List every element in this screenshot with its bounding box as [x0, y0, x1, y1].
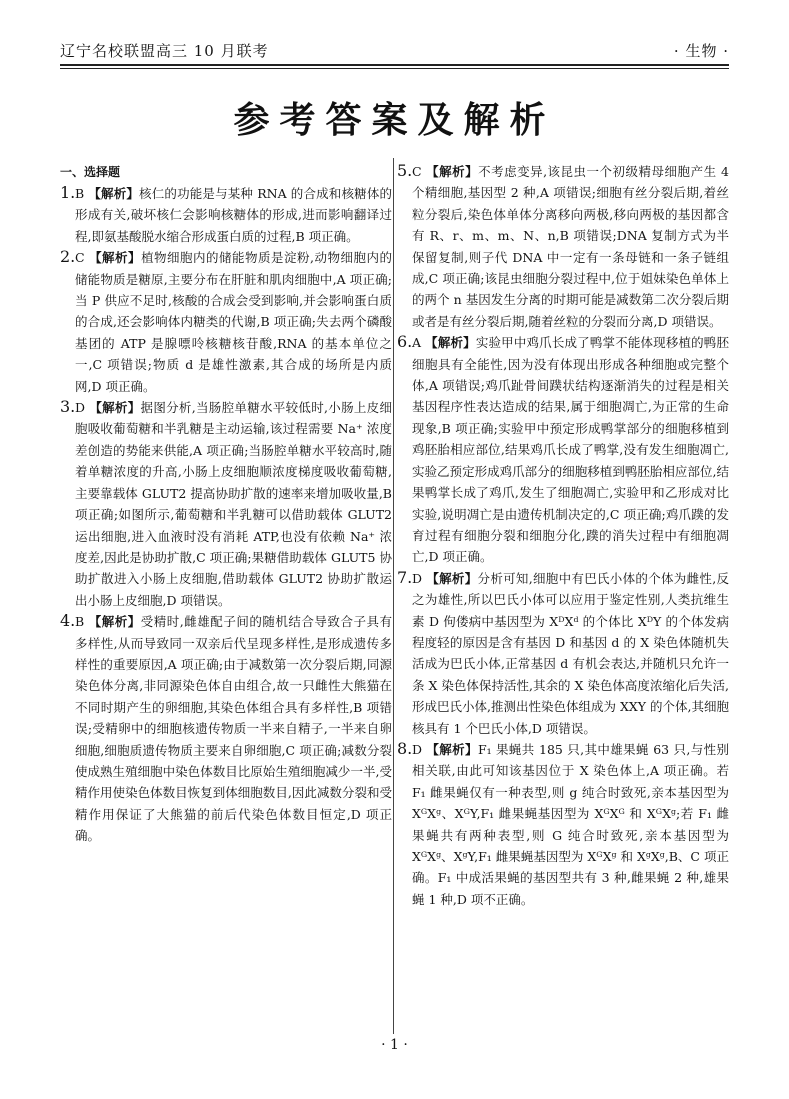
- analysis-tag: 【解析】: [426, 164, 479, 179]
- analysis-text: F₁ 果蝇共 185 只,其中雄果蝇 63 只,与性别相关联,由此可知该基因位于 X 染色体上,A 项正确。若 F₁ 雌果蝇仅有一种表型,则 g 纯合时致死,亲本基因型为 XᴳXᵍ、XᴳY,F₁ 雌果蝇基因型为 XᴳXᴳ 和 XᴳXᵍ;若 F₁ 雌果蝇共有两种表型,则 G 纯合时致死,亲本基因型为 XᴳXᵍ、XᵍY,F₁ 雌果蝇基因型为 XᴳXᵍ 和 XᵍXᵍ,B、C 项正确。F₁ 中成活果蝇的基因型共有 3 种,雌果蝇 2 种,雄果蝇 1 种,D 项不正确。: [412, 741, 729, 907]
- page-number: · 1 ·: [381, 1037, 408, 1053]
- answer-letter: A: [412, 335, 422, 351]
- answer-letter: D: [412, 741, 423, 757]
- analysis-text: 受精时,雌雄配子间的随机结合导致合子具有多样性,从而导致同一双亲后代呈现多样性,是形成遗传多样性的重要原因,A 项正确;由于减数第一次分裂后期,同源染色体分离,非同源染色体自由组合,故一只雌性大熊猫在不同时期产生的卵细胞,其染色体组合具有多样性,B 项错误;受精卵中的细胞核遗传物质一半来自精子,一半来自卵细胞,细胞质遗传物质主要来自卵细胞,C 项正确;减数分裂使成熟生殖细胞中染色体数目比原始生殖细胞减少一半,受精作用使染色体数目恢复到体细胞数目,因此减数分裂和受精作用保证了大熊猫的前后代染色体数目恒定,D 项正确。: [75, 614, 392, 844]
- analysis-tag: 【解析】: [88, 614, 141, 630]
- left-column: [60, 161, 392, 847]
- item-number: 5.: [397, 161, 413, 180]
- item-number: 3.: [60, 397, 76, 417]
- answer-letter: C: [75, 250, 85, 266]
- item-number: 6.: [397, 332, 413, 352]
- answer-item-8: [397, 739, 729, 910]
- answer-item-5: [397, 161, 729, 332]
- analysis-text: 植物细胞内的储能物质是淀粉,动物细胞内的储能物质是糖原,主要分布在肝脏和肌肉细胞中,A 项正确;当 P 供应不足时,核酸的合成会受到影响,并会影响蛋白质的合成,还会影响体内糖类的代谢,B 项正确;失去两个磷酸基团的 ATP 是腺嘌呤核糖核苷酸,RNA 的基本单位之一,C 项错误;物质 d 是雄性激素,其合成的场所是内质网,D 项正确。: [75, 250, 392, 394]
- analysis-text: 不考虑变异,该昆虫一个初级精母细胞产生 4 个精细胞,基因型 2 种,A 项错误;细胞有丝分裂后期,着丝粒分裂后,染色体单体分离移向两极,移向两极的基因都含有 R、r、m、m、N、n,B 项错误;DNA 复制方式为半保留复制,则子代 DNA 中一定有一条母链和一条子链组成,C 项正确;该昆虫细胞分裂过程中,位于姐妹染色单体上的两个 n 基因发生分离的时期可能是减数第二次分裂后期或者是有丝分裂后期,随着丝粒的分裂而分离,D 项错误。: [412, 164, 729, 329]
- answer-item-7: [397, 568, 729, 739]
- analysis-tag: 【解析】: [425, 335, 476, 351]
- page-header: [60, 38, 729, 64]
- analysis-text: 分析可知,细胞中有巴氏小体的个体为雌性,反之为雄性,所以巴氏小体可以应用于鉴定性别,人类抗维生素 D 佝偻病中基因型为 XᴰXᵈ 的个体比 XᴰY 的个体发病程度轻的原因是含有基因 D 和基因 d 的 X 染色体随机失活成为巴氏小体,正常基因 d 有机会表达,并随机只允许一条 X 染色体保持活性,其余的 X 染色体高度浓缩化后失活,形成巴氏小体,推测出性染色体组成为 XXY 的个体,其细胞核具有 1 个巴氏小体,D 项错误。: [412, 570, 729, 736]
- analysis-tag: 【解析】: [88, 186, 140, 201]
- item-number: 7.: [397, 567, 413, 587]
- answer-item-6: [397, 332, 729, 567]
- answer-letter: D: [75, 400, 86, 416]
- right-column: [397, 161, 729, 910]
- analysis-tag: 【解析】: [89, 400, 141, 416]
- section-heading: 一、选择题: [60, 165, 121, 179]
- item-number: 1.: [60, 183, 76, 202]
- answer-letter: B: [75, 186, 85, 201]
- answer-letter: D: [412, 570, 423, 586]
- answer-item-3: [60, 397, 392, 611]
- analysis-text: 实验甲中鸡爪长成了鸭掌不能体现移植的鸭胚细胞具有全能性,因为没有体现出形成各种细胞或完整个体,A 项错误;鸡爪趾骨间蹼状结构逐渐消失的过程是相关基因程序性表达造成的结果,属于细胞凋亡,为正常的生命现象,B 项正确;实验甲中预定形成鸭掌部分的细胞移植到鸡胚胎相应部位,结果鸡爪长成了鸭掌,没有发生细胞凋亡,实验乙预定形成鸡爪部分的细胞移植到鸭胚胎相应部位,结果鸭掌长成了鸡爪,发生了细胞凋亡,实验甲和乙形成对比实验,说明凋亡是由遗传机制决定的,C 项正确;鸡爪蹼的发育过程有细胞分裂和细胞分化,蹼的消失过程中有细胞凋亡,D 项正确。: [412, 335, 729, 565]
- answer-item-2: [60, 247, 392, 397]
- header-rule: [60, 64, 729, 69]
- column-divider: [393, 158, 394, 1034]
- item-number: 4.: [60, 611, 76, 631]
- analysis-tag: 【解析】: [89, 250, 142, 266]
- analysis-text: 据图分析,当肠腔单糖水平较低时,小肠上皮细胞吸收葡萄糖和半乳糖是主动运输,该过程需要 Na⁺ 浓度差创造的势能来供能,A 项正确;当肠腔单糖水平较高时,随着单糖浓度的升高,小肠上皮细胞顺浓度梯度吸收葡萄糖,主要靠载体 GLUT2 提高协助扩散的速率来增加吸收量,B 项正确;如图所示,葡萄糖和半乳糖可以借助载体 GLUT2 运出细胞,进入血液时没有消耗 ATP,也没有依赖 Na⁺ 浓度差,因此是协助扩散,C 项正确;果糖借助载体 GLUT5 协助扩散进入小肠上皮细胞,借助载体 GLUT2 协助扩散运出小肠上皮细胞,D 项错误。: [75, 400, 392, 608]
- item-number: 8.: [397, 738, 413, 758]
- page-title: 参考答案及解析: [233, 100, 556, 141]
- answer-item-1: [60, 183, 392, 247]
- subject-label: · 生物 ·: [673, 42, 729, 60]
- analysis-tag: 【解析】: [426, 741, 478, 757]
- answer-item-4: [60, 611, 392, 846]
- answer-letter: B: [75, 614, 85, 630]
- item-number: 2.: [60, 247, 76, 267]
- analysis-tag: 【解析】: [426, 570, 478, 586]
- exam-name: 辽宁名校联盟高三 10 月联考: [60, 42, 269, 60]
- analysis-text: 核仁的功能是与某种 RNA 的合成和核糖体的形成有关,破坏核仁会影响核糖体的形成,进而影响翻译过程,即氨基酸脱水缩合形成蛋白质的过程,B 项正确。: [75, 186, 392, 244]
- answer-letter: C: [412, 164, 422, 179]
